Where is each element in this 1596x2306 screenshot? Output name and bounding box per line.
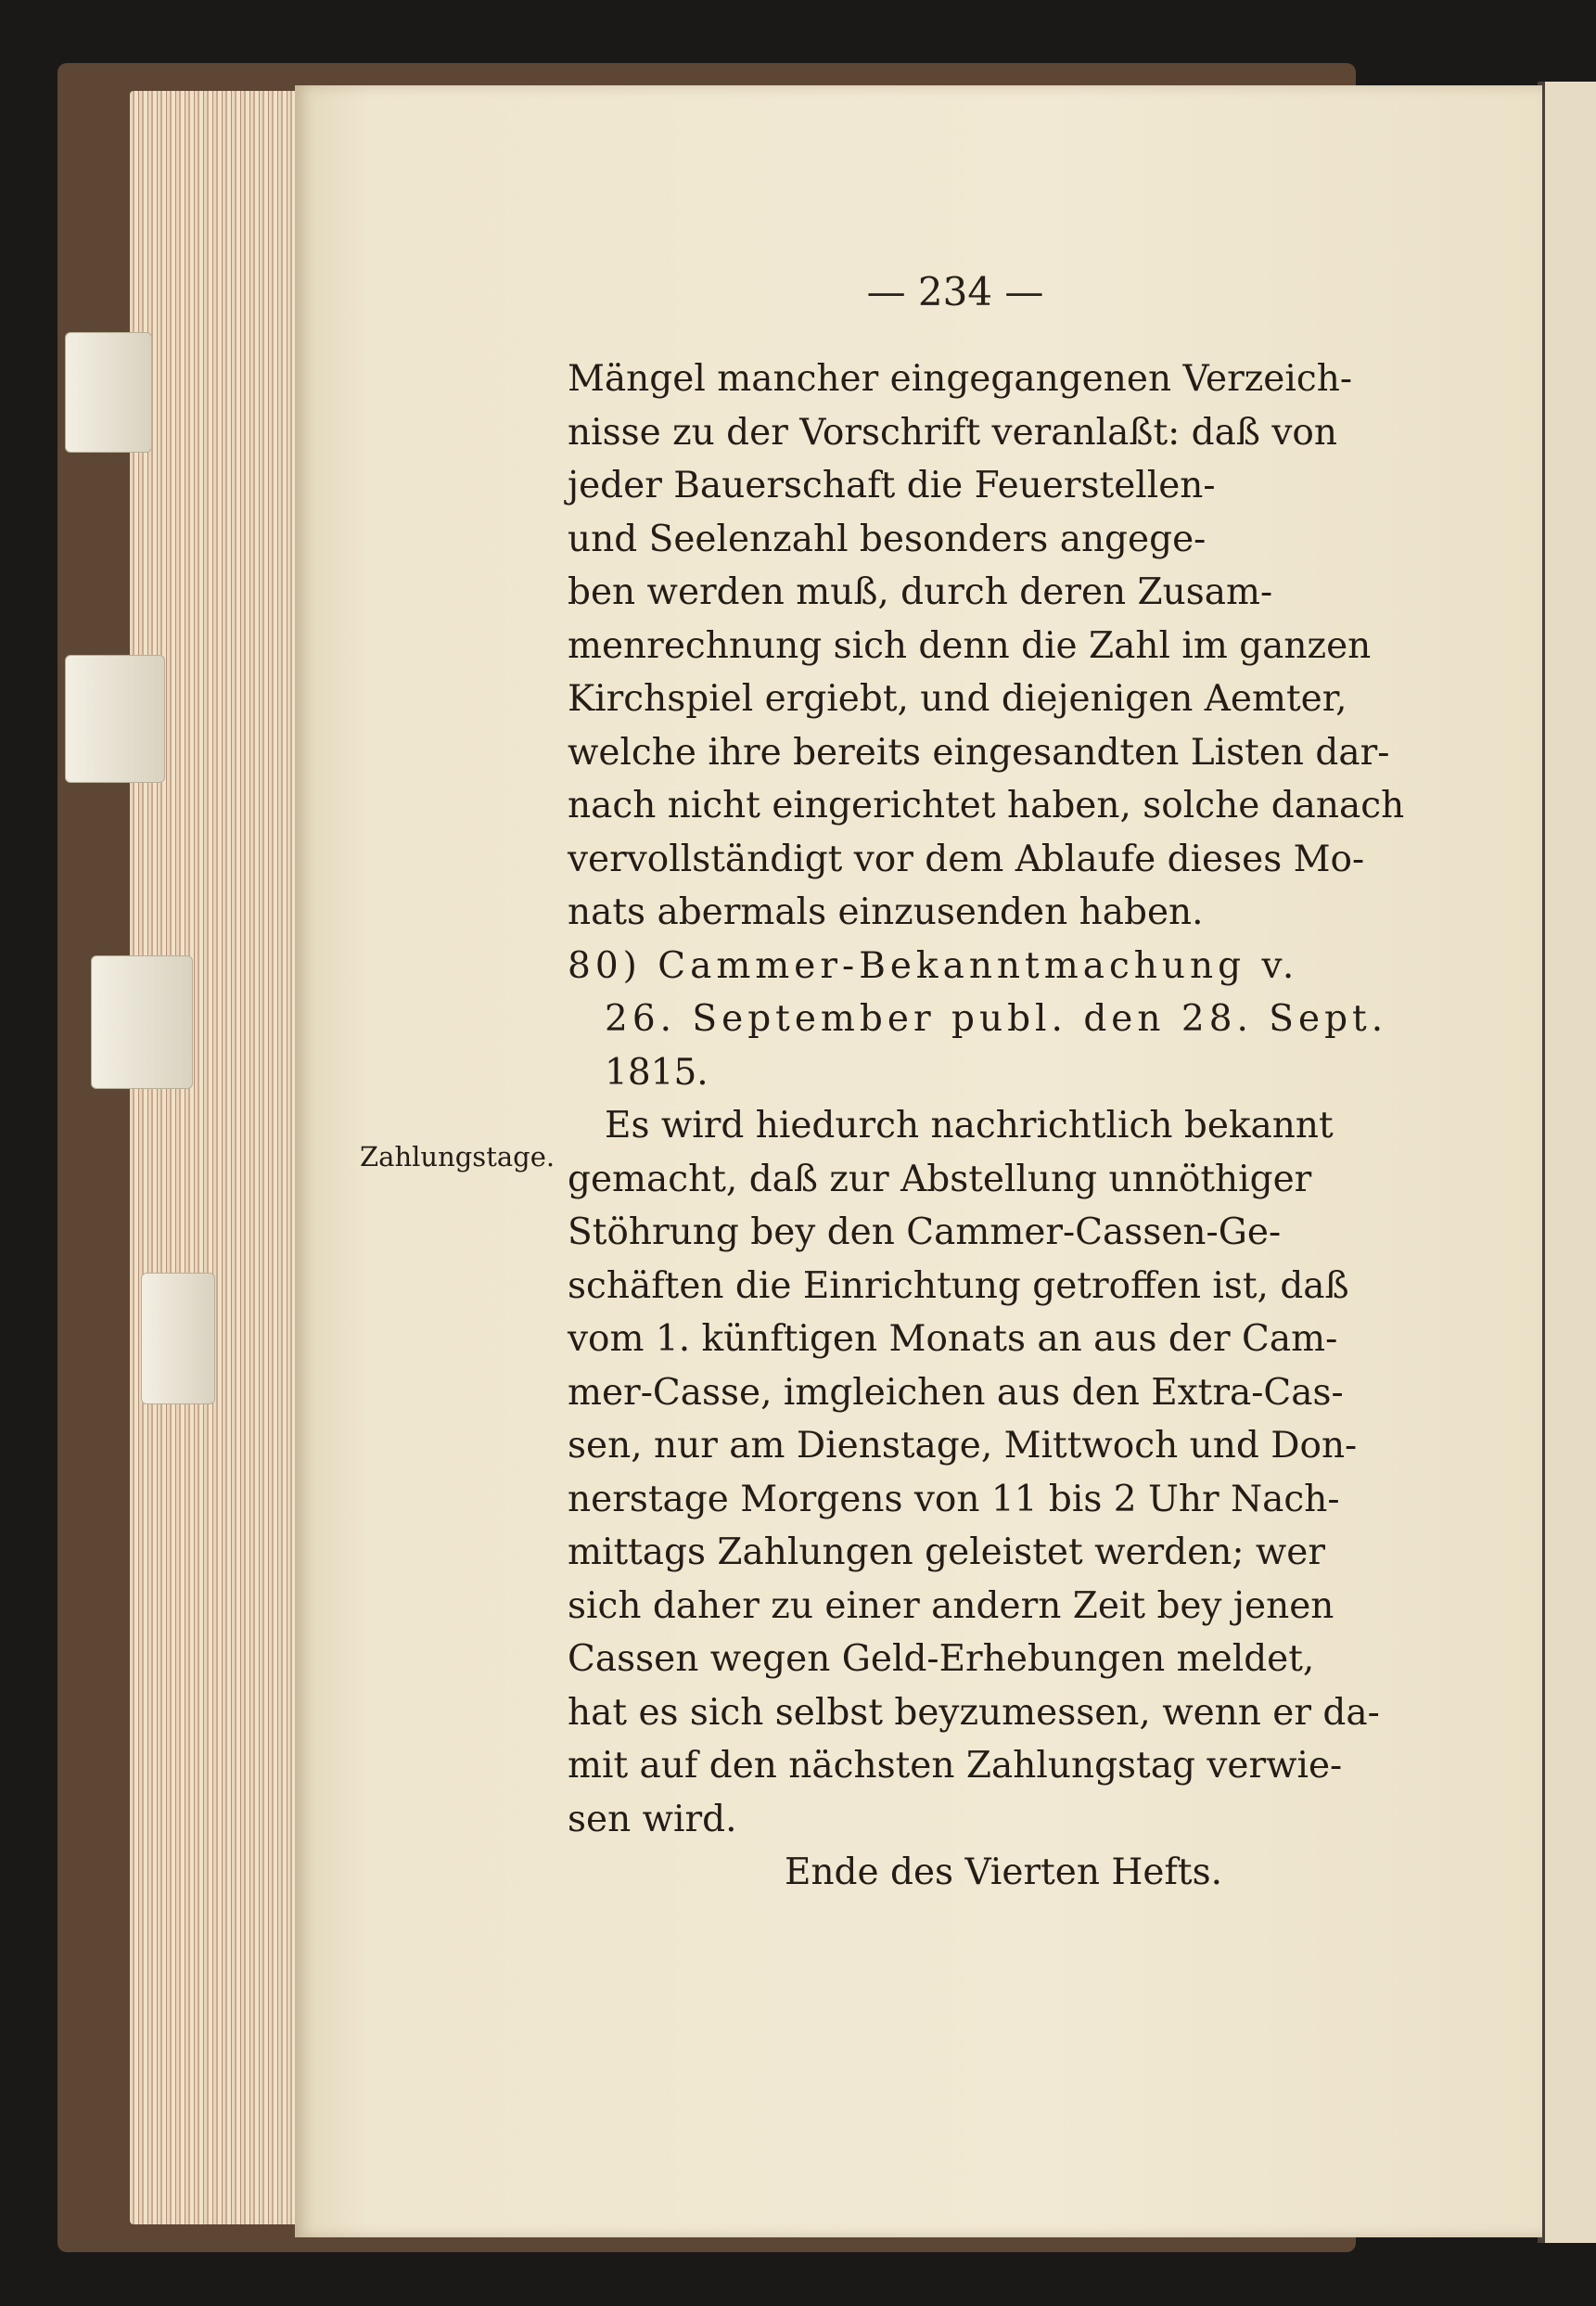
page-number: — 234 — — [866, 269, 1044, 314]
index-tab — [141, 1273, 215, 1404]
section-heading: 1815. — [605, 1051, 709, 1094]
text-line: nach nicht eingerichtet haben, solche danach — [568, 785, 1405, 826]
index-tab — [65, 655, 165, 783]
text-line: ben werden muß, durch deren Zusam- — [568, 571, 1273, 613]
index-tab — [91, 955, 193, 1089]
text-line: welche ihre bereits eingesandten Listen dar- — [568, 731, 1390, 774]
index-tab — [65, 332, 152, 453]
text-line: mer-Casse, imgleichen aus den Extra-Cas- — [568, 1371, 1344, 1414]
text-line: und Seelenzahl besonders angege- — [568, 518, 1207, 560]
text-line: mit auf den nächsten Zahlungstag verwie- — [568, 1745, 1343, 1787]
text-line: hat es sich selbst beyzumessen, wenn er da- — [568, 1691, 1380, 1734]
text-line: sen wird. — [568, 1798, 737, 1840]
text-line: sich daher zu einer andern Zeit bey jenen — [568, 1584, 1334, 1627]
section-heading: 80) Cammer-Bekanntmachung v. — [568, 944, 1299, 987]
text-line: jeder Bauerschaft die Feuerstellen- — [568, 465, 1216, 506]
text-line: Cassen wegen Geld-Erhebungen meldet, — [568, 1638, 1315, 1680]
text-line: sen, nur am Dienstage, Mittwoch und Don- — [568, 1425, 1358, 1467]
margin-note: Zahlungstage. — [360, 1141, 555, 1172]
text-line: Mängel mancher eingegangenen Verzeich- — [568, 358, 1353, 400]
closing-line: Ende des Vierten Hefts. — [784, 1851, 1223, 1893]
section-heading: 26. September publ. den 28. Sept. — [605, 998, 1388, 1040]
text-line: Es wird hiedurch nachrichtlich bekannt — [605, 1105, 1334, 1147]
text-line: mittags Zahlungen geleistet werden; wer — [568, 1531, 1325, 1573]
page-edges — [130, 91, 306, 2224]
page-text — [568, 352, 1405, 1900]
text-line: vom 1. künftigen Monats an aus der Cam- — [568, 1318, 1338, 1360]
text-line: menrechnung sich denn die Zahl im ganzen — [568, 624, 1372, 667]
text-line: schäften die Einrichtung getroffen ist, daß — [568, 1264, 1349, 1307]
text-line: nisse zu der Vorschrift veranlaßt: daß von — [568, 411, 1337, 454]
facing-page-edge — [1538, 82, 1596, 2243]
text-line: vervollständigt vor dem Ablaufe dieses Mo- — [568, 838, 1365, 880]
text-line: Stöhrung bey den Cammer-Cassen-Ge- — [568, 1211, 1282, 1253]
text-line: nats abermals einzusenden haben. — [568, 891, 1204, 933]
text-line: Kirchspiel ergiebt, und diejenigen Aemter, — [568, 678, 1347, 720]
text-line: nerstage Morgens von 11 bis 2 Uhr Nach- — [568, 1478, 1340, 1520]
text-line: gemacht, daß zur Abstellung unnöthiger — [568, 1158, 1312, 1200]
